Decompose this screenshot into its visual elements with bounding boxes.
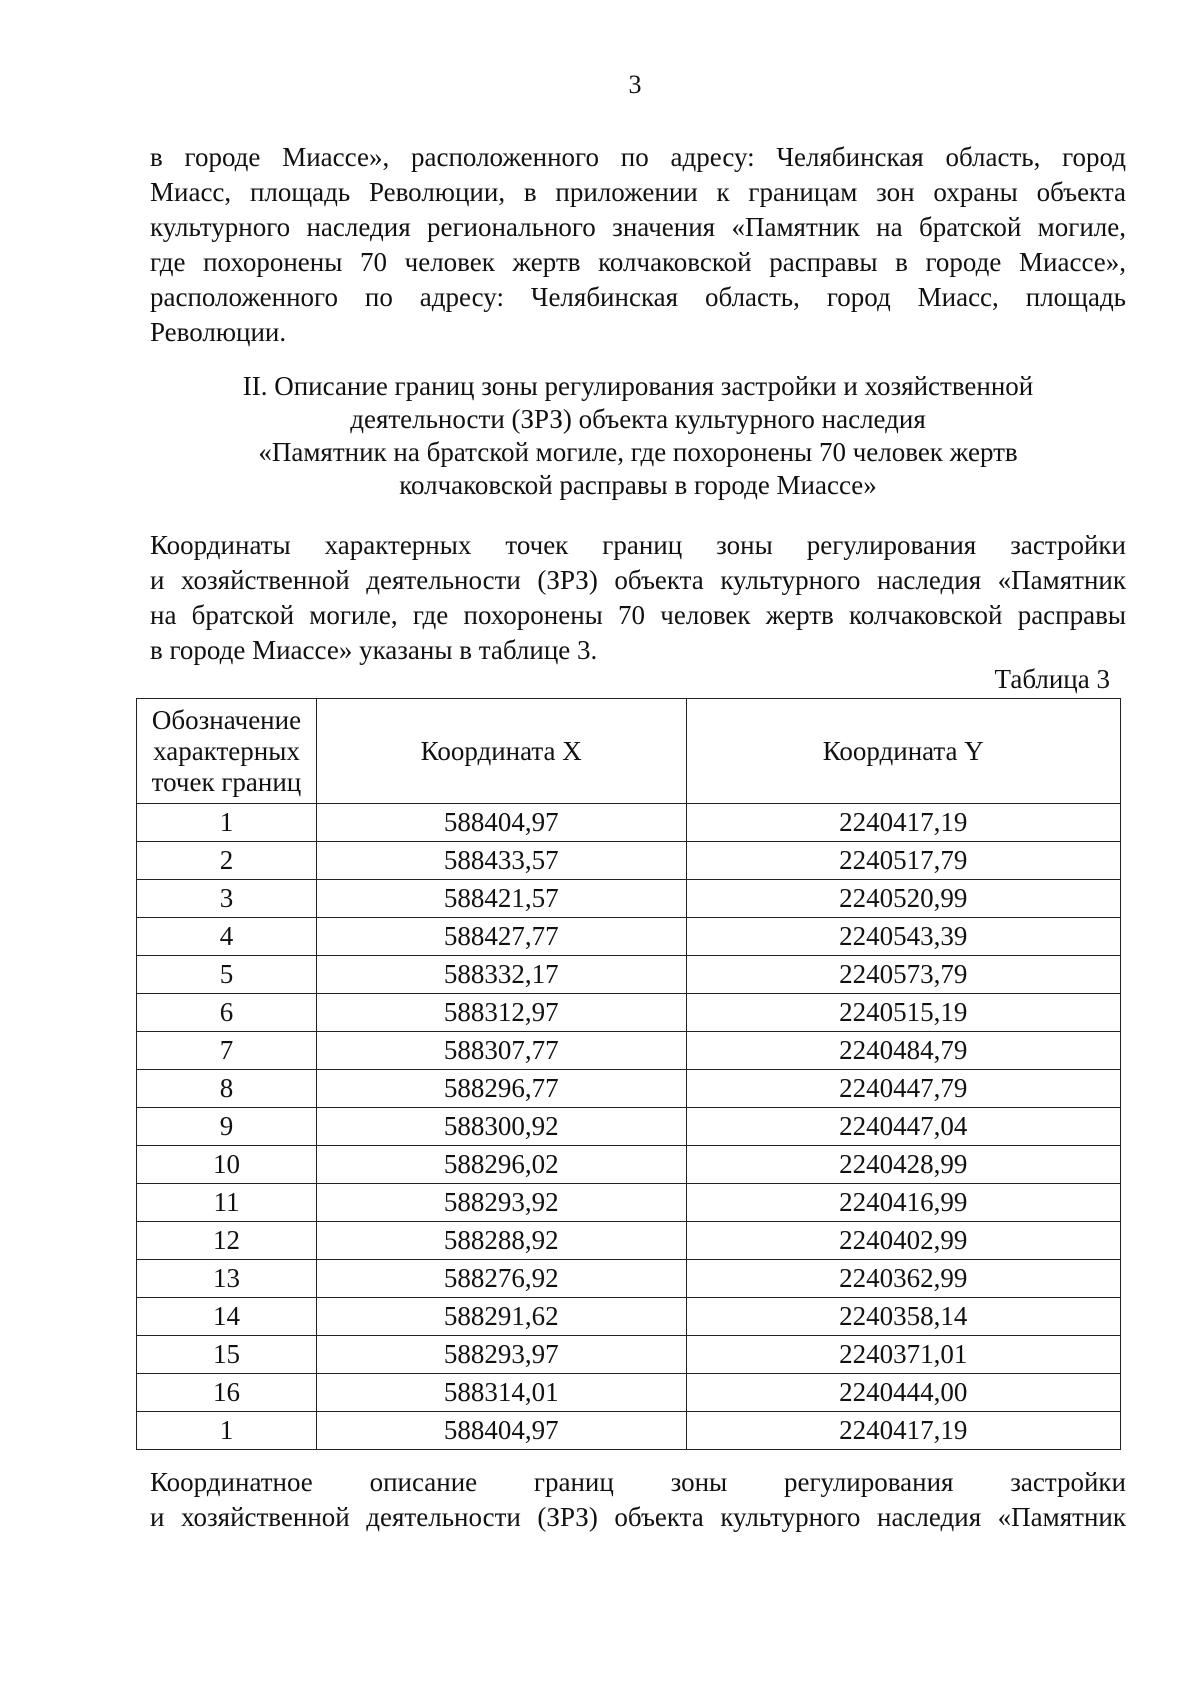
cell-coordinate-y: 2240573,79 bbox=[686, 956, 1120, 994]
intro-line: культурного наследия регионального значения «Памятник на братской могиле, bbox=[150, 212, 1126, 242]
cell-point: 1 bbox=[137, 1412, 317, 1450]
cell-coordinate-x: 588293,92 bbox=[316, 1184, 686, 1222]
cell-point: 2 bbox=[137, 842, 317, 880]
cell-coordinate-y: 2240444,00 bbox=[686, 1374, 1120, 1412]
cell-point: 9 bbox=[137, 1108, 317, 1146]
cell-coordinate-x: 588421,57 bbox=[316, 880, 686, 918]
cell-coordinate-x: 588293,97 bbox=[316, 1336, 686, 1374]
cell-coordinate-y: 2240362,99 bbox=[686, 1260, 1120, 1298]
table-row bbox=[137, 994, 1121, 1032]
section-heading bbox=[150, 370, 1126, 502]
coords-paragraph-line: и хозяйственной деятельности (ЗРЗ) объекта культурного наследия «Памятник bbox=[150, 565, 1126, 595]
cell-coordinate-y: 2240371,01 bbox=[686, 1336, 1120, 1374]
coordinates-paragraph bbox=[150, 528, 1126, 668]
cell-coordinate-y: 2240417,19 bbox=[686, 804, 1120, 842]
cell-coordinate-y: 2240484,79 bbox=[686, 1032, 1120, 1070]
cell-coordinate-x: 588312,97 bbox=[316, 994, 686, 1032]
cell-coordinate-y: 2240447,04 bbox=[686, 1108, 1120, 1146]
cell-point: 4 bbox=[137, 918, 317, 956]
coords-paragraph-line: Координаты характерных точек границ зоны регулирования застройки bbox=[150, 530, 1126, 560]
cell-coordinate-y: 2240428,99 bbox=[686, 1146, 1120, 1184]
heading-line: II. Описание границ зоны регулирования застройки и хозяйственной bbox=[242, 371, 1034, 401]
heading-line: колчаковской расправы в городе Миассе» bbox=[399, 470, 877, 500]
heading-line: деятельности (ЗРЗ) объекта культурного наследия bbox=[350, 404, 926, 434]
cell-coordinate-y: 2240358,14 bbox=[686, 1298, 1120, 1336]
table-row bbox=[137, 1412, 1121, 1450]
coordinates-table bbox=[136, 698, 1121, 1450]
cell-point: 5 bbox=[137, 956, 317, 994]
table-row bbox=[137, 956, 1121, 994]
table-row bbox=[137, 1146, 1121, 1184]
header-point-designation bbox=[137, 699, 317, 804]
header-coordinate-x: Координата X bbox=[316, 699, 686, 804]
closing-line: Координатное описание границ зоны регулирования застройки bbox=[150, 1467, 1126, 1497]
table-row bbox=[137, 1108, 1121, 1146]
cell-coordinate-y: 2240417,19 bbox=[686, 1412, 1120, 1450]
coords-paragraph-line: в городе Миассе» указаны в таблице 3. bbox=[150, 635, 598, 665]
header-point-line: характерных bbox=[153, 735, 300, 766]
cell-coordinate-x: 588427,77 bbox=[316, 918, 686, 956]
table-row bbox=[137, 1298, 1121, 1336]
table-caption: Таблица 3 bbox=[994, 664, 1110, 694]
cell-point: 11 bbox=[137, 1184, 317, 1222]
cell-coordinate-x: 588291,62 bbox=[316, 1298, 686, 1336]
header-point-line: Обозначение bbox=[151, 704, 302, 735]
table-row bbox=[137, 804, 1121, 842]
header-coordinate-y: Координата Y bbox=[686, 699, 1120, 804]
intro-paragraph bbox=[150, 140, 1126, 350]
cell-coordinate-x: 588404,97 bbox=[316, 804, 686, 842]
cell-coordinate-y: 2240520,99 bbox=[686, 880, 1120, 918]
table-row bbox=[137, 880, 1121, 918]
cell-coordinate-y: 2240447,79 bbox=[686, 1070, 1120, 1108]
table-header-row bbox=[137, 699, 1121, 804]
cell-point: 12 bbox=[137, 1222, 317, 1260]
table-row bbox=[137, 918, 1121, 956]
cell-coordinate-x: 588288,92 bbox=[316, 1222, 686, 1260]
coords-paragraph-line: на братской могиле, где похоронены 70 человек жертв колчаковской расправы bbox=[150, 600, 1126, 630]
table-row bbox=[137, 1336, 1121, 1374]
heading-line: «Памятник на братской могиле, где похоронены 70 человек жертв bbox=[258, 437, 1018, 467]
cell-coordinate-x: 588307,77 bbox=[316, 1032, 686, 1070]
cell-coordinate-y: 2240402,99 bbox=[686, 1222, 1120, 1260]
cell-coordinate-y: 2240543,39 bbox=[686, 918, 1120, 956]
cell-coordinate-x: 588433,57 bbox=[316, 842, 686, 880]
cell-coordinate-x: 588296,02 bbox=[316, 1146, 686, 1184]
intro-line: в городе Миассе», расположенного по адресу: Челябинская область, город bbox=[150, 142, 1126, 172]
cell-point: 14 bbox=[137, 1298, 317, 1336]
table-row bbox=[137, 842, 1121, 880]
cell-coordinate-x: 588296,77 bbox=[316, 1070, 686, 1108]
table-row bbox=[137, 1374, 1121, 1412]
cell-coordinate-y: 2240416,99 bbox=[686, 1184, 1120, 1222]
closing-paragraph bbox=[150, 1465, 1126, 1535]
intro-line: Революции. bbox=[150, 317, 287, 347]
cell-coordinate-x: 588404,97 bbox=[316, 1412, 686, 1450]
cell-point: 16 bbox=[137, 1374, 317, 1412]
page-number: 3 bbox=[628, 70, 642, 99]
cell-point: 10 bbox=[137, 1146, 317, 1184]
cell-coordinate-x: 588300,92 bbox=[316, 1108, 686, 1146]
cell-coordinate-x: 588332,17 bbox=[316, 956, 686, 994]
cell-point: 3 bbox=[137, 880, 317, 918]
table-row bbox=[137, 1070, 1121, 1108]
table-row bbox=[137, 1184, 1121, 1222]
cell-coordinate-y: 2240515,19 bbox=[686, 994, 1120, 1032]
cell-point: 13 bbox=[137, 1260, 317, 1298]
cell-point: 8 bbox=[137, 1070, 317, 1108]
cell-point: 15 bbox=[137, 1336, 317, 1374]
cell-point: 7 bbox=[137, 1032, 317, 1070]
header-point-line: точек границ bbox=[151, 766, 302, 797]
intro-line: где похоронены 70 человек жертв колчаковской расправы в городе Миассе», bbox=[150, 247, 1126, 277]
cell-coordinate-x: 588276,92 bbox=[316, 1260, 686, 1298]
cell-point: 1 bbox=[137, 804, 317, 842]
cell-coordinate-y: 2240517,79 bbox=[686, 842, 1120, 880]
table-row bbox=[137, 1222, 1121, 1260]
cell-point: 6 bbox=[137, 994, 317, 1032]
table-row bbox=[137, 1032, 1121, 1070]
intro-line: Миасс, площадь Революции, в приложении к границам зон охраны объекта bbox=[150, 177, 1126, 207]
closing-line: и хозяйственной деятельности (ЗРЗ) объекта культурного наследия «Памятник bbox=[150, 1502, 1126, 1532]
cell-coordinate-x: 588314,01 bbox=[316, 1374, 686, 1412]
intro-line: расположенного по адресу: Челябинская область, город Миасс, площадь bbox=[150, 282, 1126, 312]
table-row bbox=[137, 1260, 1121, 1298]
